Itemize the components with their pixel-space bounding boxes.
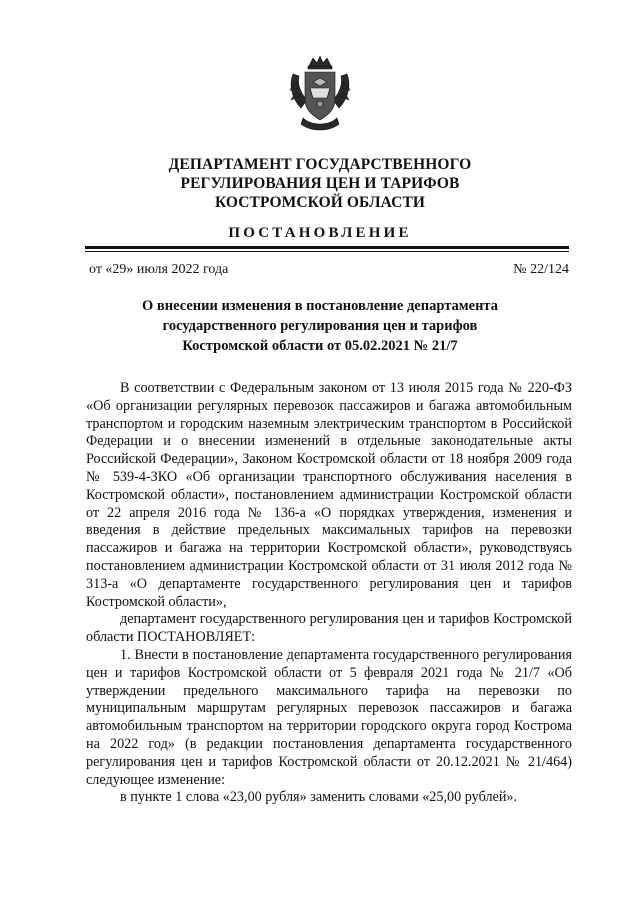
body-paragraph-resolves: департамент государственного регулирования цен и тарифов Костромской области ПОСТАНОВЛЯЕТ: xyxy=(86,611,572,646)
department-header xyxy=(0,155,640,212)
header-divider-thick xyxy=(85,246,569,249)
document-body xyxy=(86,380,572,807)
title-line-1: О внесении изменения в постановление департамента xyxy=(142,298,498,314)
document-number: № 22/124 xyxy=(513,262,569,277)
header-line-3: КОСТРОМСКОЙ ОБЛАСТИ xyxy=(214,194,426,211)
body-paragraph-preamble: В соответствии с Федеральным законом от 13 июля 2015 года № 220-ФЗ «Об организации регулярных перевозок пассажиров и багажа автомобильным транспортом и городским наземным электрическим транспортом в Российской Федерации и о внесении изменений в отдельные законодательные акты Российской Федерации», Законом Костромской области от 18 ноября 2009 года № 539-4-ЗКО «Об организации транспортного обслуживания населения в Костромской области», постановлением администрации Костромской области от 22 апреля 2016 года № 136-а «О порядках утверждения, изменения и введения в действие предельных максимальных тарифов на перевозки пассажиров и багажа на территории Костромской области», руководствуясь постановлением администрации Костромской области от 31 июля 2012 года № 313-а «О департаменте государственного регулирования цен и тарифов Костромской области», xyxy=(86,380,572,610)
body-paragraph-change: в пункте 1 слова «23,00 рубля» заменить словами «25,00 рублей». xyxy=(120,789,518,806)
header-line-1: ДЕПАРТАМЕНТ ГОСУДАРСТВЕННОГО xyxy=(168,156,472,173)
header-line-2: РЕГУЛИРОВАНИЯ ЦЕН И ТАРИФОВ xyxy=(180,175,460,192)
coat-of-arms-icon xyxy=(287,54,353,134)
header-divider-thin xyxy=(85,251,569,252)
title-line-2: государственного регулирования цен и тарифов xyxy=(162,318,478,334)
document-type: ПОСТАНОВЛЕНИЕ xyxy=(228,225,412,241)
title-line-3: Костромской области от 05.02.2021 № 21/7 xyxy=(182,338,458,354)
document-date: от «29» июля 2022 года xyxy=(89,262,229,277)
body-paragraph-item-1: 1. Внести в постановление департамента государственного регулирования цен и тарифов Костромской области от 5 февраля 2021 года № 21/7 «Об утверждении предельного максимального тарифа на перевозки по муниципальным маршрутам регулярных перевозок пассажиров и багажа автомобильным транспортом на территории городского округа город Кострома на 2022 год» (в редакции постановления департамента государственного регулирования цен и тарифов Костромской области от 20.12.2021 № 21/464) следующее изменение: xyxy=(86,646,572,788)
document-title xyxy=(0,296,640,356)
